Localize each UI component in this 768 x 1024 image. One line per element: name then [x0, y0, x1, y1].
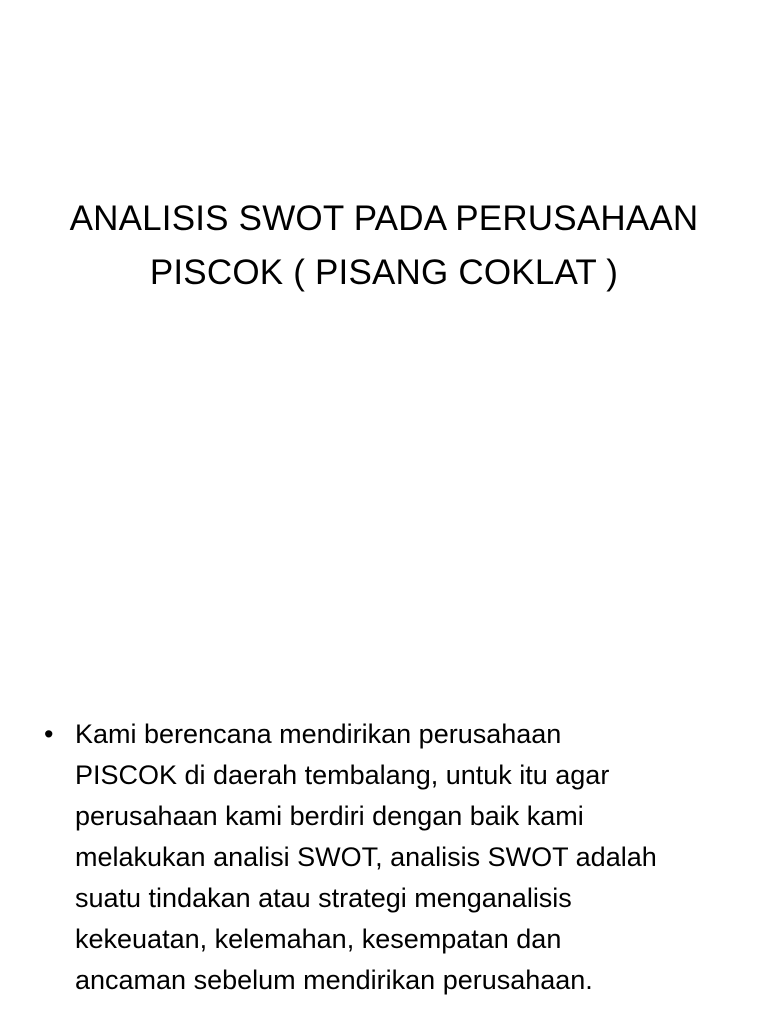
bullet-text-line: suatu tindakan atau strategi menganalisis — [75, 883, 572, 913]
slide-title — [0, 192, 768, 300]
bullet-dot-icon: • — [44, 719, 54, 749]
slide-title-line-2: PISCOK ( PISANG COKLAT ) — [149, 253, 619, 292]
bullet-text-line: PISCOK di daerah tembalang, untuk itu agar — [75, 760, 610, 790]
bullet-text — [75, 714, 657, 1001]
bullet-text-line: kekeuatan, kelemahan, kesempatan dan — [75, 924, 562, 954]
bullet-text-line: perusahaan kami berdiri dengan baik kami — [75, 801, 584, 831]
bullet-text-line: melakukan analisi SWOT, analisis SWOT adalah — [75, 842, 657, 872]
slide-title-line-1: ANALISIS SWOT PADA PERUSAHAAN — [69, 199, 699, 238]
bullet-text-line: Kami berencana mendirikan perusahaan — [75, 719, 562, 749]
bullet-text-line: ancaman sebelum mendirikan perusahaan. — [75, 965, 593, 995]
